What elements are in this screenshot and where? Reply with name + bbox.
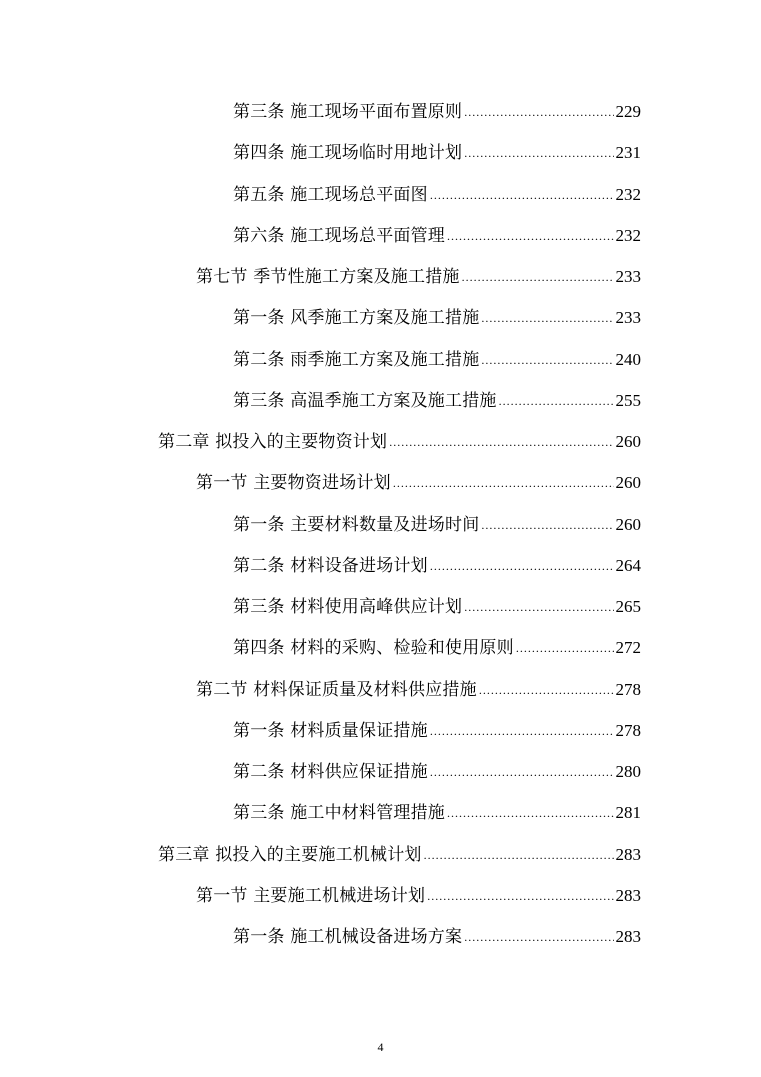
toc-entry-title: 第三条 材料使用高峰供应计划 xyxy=(233,597,463,617)
toc-entry-title: 第一条 材料质量保证措施 xyxy=(233,721,428,741)
toc-entry-title: 第二章 拟投入的主要物资计划 xyxy=(158,432,388,452)
toc-entry[interactable] xyxy=(233,341,641,371)
toc-entry-page: 233 xyxy=(615,267,641,286)
toc-entry-page: 283 xyxy=(615,886,641,905)
toc-entry-title: 第七节 季节性施工方案及施工措施 xyxy=(196,267,460,287)
dot-leader xyxy=(464,930,613,944)
toc-entry[interactable] xyxy=(196,877,641,907)
dot-leader xyxy=(424,848,614,862)
toc-entry[interactable] xyxy=(196,671,641,701)
toc-entry-page: 281 xyxy=(615,803,641,822)
dot-leader xyxy=(427,889,613,903)
toc-entry[interactable] xyxy=(233,506,641,536)
toc-entry-page: 264 xyxy=(615,556,641,575)
toc-entry-page: 260 xyxy=(615,515,641,534)
dot-leader xyxy=(464,600,613,614)
toc-entry[interactable] xyxy=(233,918,641,948)
toc-entry-title: 第三条 施工中材料管理措施 xyxy=(233,803,446,823)
dot-leader xyxy=(447,229,613,243)
toc-entry[interactable] xyxy=(233,588,641,618)
dot-leader xyxy=(447,806,613,820)
toc-entry-title: 第一条 主要材料数量及进场时间 xyxy=(233,515,480,535)
toc-entry-page: 265 xyxy=(615,597,641,616)
toc-entry-title: 第一条 风季施工方案及施工措施 xyxy=(233,308,480,328)
toc-entry[interactable] xyxy=(233,217,641,247)
dot-leader xyxy=(479,683,614,697)
toc-entry-title: 第四条 施工现场临时用地计划 xyxy=(233,143,463,163)
toc-entry-page: 260 xyxy=(615,473,641,492)
toc-entry-page: 272 xyxy=(615,638,641,657)
toc-entry-page: 283 xyxy=(615,927,641,946)
toc-entry[interactable] xyxy=(233,382,641,412)
dot-leader xyxy=(430,765,614,779)
toc-entry-page: 283 xyxy=(615,845,641,864)
toc-entry[interactable] xyxy=(233,712,641,742)
toc-entry[interactable] xyxy=(233,93,641,123)
toc-entry-page: 255 xyxy=(615,391,641,410)
toc-entry-page: 229 xyxy=(615,102,641,121)
dot-leader xyxy=(389,435,613,449)
toc-entry-title: 第一条 施工机械设备进场方案 xyxy=(233,927,463,947)
toc-entry-title: 第二条 材料供应保证措施 xyxy=(233,762,428,782)
toc-entry-title: 第二条 材料设备进场计划 xyxy=(233,556,428,576)
toc-entry-title: 第三条 高温季施工方案及施工措施 xyxy=(233,391,497,411)
toc-entry-title: 第三章 拟投入的主要施工机械计划 xyxy=(158,845,422,865)
dot-leader xyxy=(430,188,614,202)
toc-entry-title: 第一节 主要施工机械进场计划 xyxy=(196,886,426,906)
dot-leader xyxy=(499,394,614,408)
toc-entry[interactable] xyxy=(233,299,641,329)
dot-leader xyxy=(464,146,613,160)
toc-entry[interactable] xyxy=(196,464,641,494)
toc-entry[interactable] xyxy=(196,258,641,288)
dot-leader xyxy=(393,476,614,490)
toc-entry-title: 第五条 施工现场总平面图 xyxy=(233,185,428,205)
toc-entry-page: 232 xyxy=(615,185,641,204)
toc-entry[interactable] xyxy=(233,794,641,824)
toc-entry-page: 240 xyxy=(615,350,641,369)
toc-entry[interactable] xyxy=(233,629,641,659)
toc-entry-page: 280 xyxy=(615,762,641,781)
toc-entry[interactable] xyxy=(158,836,641,866)
toc-entry-page: 231 xyxy=(615,143,641,162)
toc-entry[interactable] xyxy=(233,176,641,206)
page-number: 4 xyxy=(377,1040,384,1054)
dot-leader xyxy=(430,559,614,573)
toc-entry-page: 233 xyxy=(615,308,641,327)
toc-entry-title: 第四条 材料的采购、检验和使用原则 xyxy=(233,638,514,658)
dot-leader xyxy=(516,641,614,655)
toc-entry-title: 第二节 材料保证质量及材料供应措施 xyxy=(196,680,477,700)
toc-entry-title: 第六条 施工现场总平面管理 xyxy=(233,226,446,246)
dot-leader xyxy=(481,353,613,367)
dot-leader xyxy=(481,311,613,325)
dot-leader xyxy=(464,105,613,119)
dot-leader xyxy=(481,518,613,532)
toc-entry[interactable] xyxy=(233,547,641,577)
toc-entry[interactable] xyxy=(158,423,641,453)
toc-entry-page: 278 xyxy=(615,721,641,740)
dot-leader xyxy=(430,724,614,738)
toc-entry-title: 第三条 施工现场平面布置原则 xyxy=(233,102,463,122)
toc-entry[interactable] xyxy=(233,753,641,783)
toc-entry-page: 278 xyxy=(615,680,641,699)
toc-entry[interactable] xyxy=(233,134,641,164)
toc-entry-title: 第二条 雨季施工方案及施工措施 xyxy=(233,350,480,370)
dot-leader xyxy=(462,270,614,284)
toc-entry-page: 260 xyxy=(615,432,641,451)
toc-entry-title: 第一节 主要物资进场计划 xyxy=(196,473,391,493)
toc-entry-page: 232 xyxy=(615,226,641,245)
